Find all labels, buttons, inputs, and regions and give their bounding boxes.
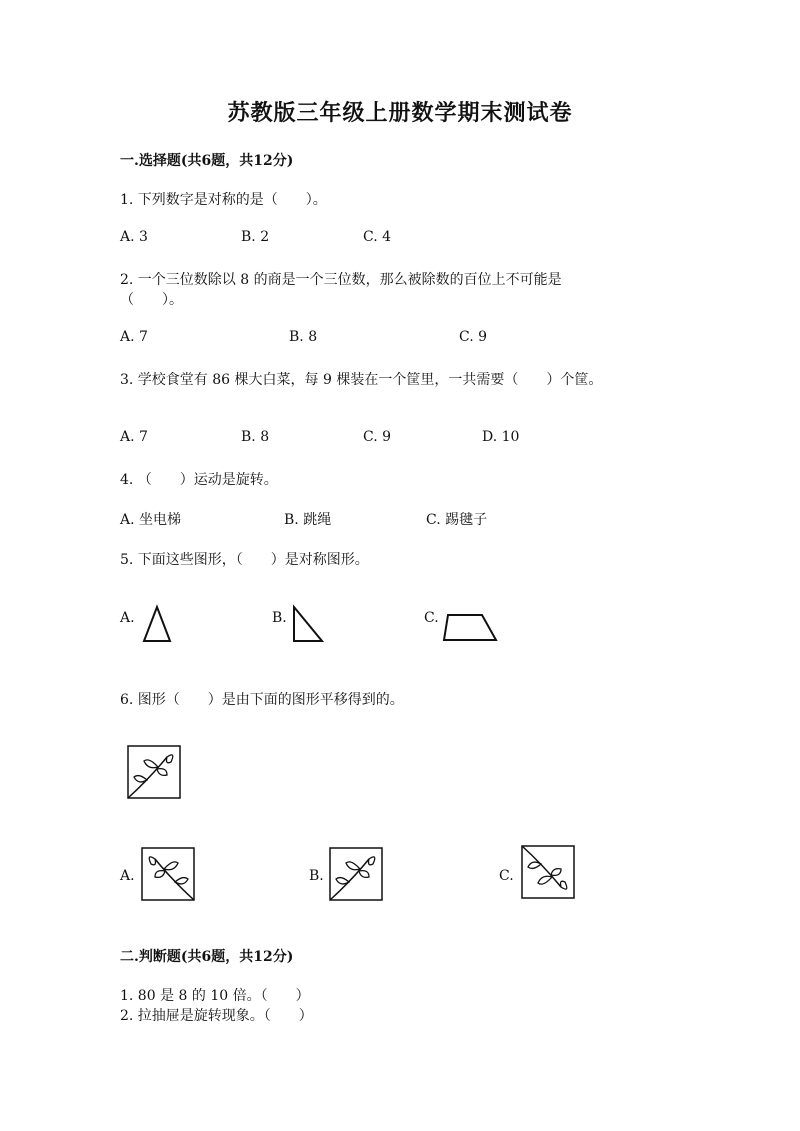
question-1-option-c: C. 4: [363, 229, 392, 245]
question-5-option-b: B.: [272, 610, 287, 626]
question-2-option-c: C. 9: [459, 329, 488, 345]
question-6-stem: 6. 图形（ ）是由下面的图形平移得到的。: [120, 692, 404, 708]
question-3-stem: 3. 学校食堂有 86 棵大白菜，每 9 棵装在一个筐里，一共需要（ ）个筐。: [120, 372, 603, 388]
question-1-option-b: B. 2: [241, 229, 270, 245]
question-6-option-a: A.: [120, 868, 135, 884]
question-3-option-c: C. 9: [363, 429, 392, 445]
leaf-branch-option-a-icon: [141, 847, 195, 901]
question-2-option-b: B. 8: [289, 329, 318, 345]
question-2-option-a: A. 7: [120, 329, 148, 345]
question-5-option-a: A.: [120, 610, 135, 626]
section-choice-heading: 一.选择题(共6题，共12分): [120, 153, 294, 169]
leaf-branch-option-c-icon: [521, 845, 575, 899]
question-4-stem: 4. （ ）运动是旋转。: [120, 472, 278, 488]
question-2-stem-line1: 2. 一个三位数除以 8 的商是一个三位数，那么被除数的百位上不可能是: [120, 272, 562, 288]
question-3-option-b: B. 8: [241, 429, 270, 445]
isosceles-triangle-icon: [140, 604, 174, 644]
question-5-stem: 5. 下面这些图形，（ ）是对称图形。: [120, 552, 369, 568]
question-5-option-c: C.: [424, 610, 439, 626]
judge-1-stem: 1. 80 是 8 的 10 倍。（ ）: [120, 988, 310, 1004]
question-4-option-c: C. 踢毽子: [426, 512, 488, 528]
question-3-option-a: A. 7: [120, 429, 148, 445]
judge-2-stem: 2. 拉抽屉是旋转现象。（ ）: [120, 1008, 313, 1024]
question-2-stem-line2: （ ）。: [120, 292, 183, 308]
leaf-branch-icon: [127, 745, 181, 799]
question-4-option-b: B. 跳绳: [284, 512, 332, 528]
scalene-triangle-icon: [288, 604, 328, 644]
page-title: 苏教版三年级上册数学期末测试卷: [227, 100, 573, 126]
trapezoid-icon: [440, 610, 502, 644]
question-3-option-d: D. 10: [482, 429, 520, 445]
question-6-option-b: B.: [309, 868, 324, 884]
question-1-option-a: A. 3: [120, 229, 148, 245]
question-6-option-c: C.: [499, 868, 514, 884]
section-judge-heading: 二.判断题(共6题，共12分): [120, 949, 294, 965]
question-4-option-a: A. 坐电梯: [120, 512, 182, 528]
leaf-branch-option-b-icon: [329, 847, 383, 901]
question-1-stem: 1. 下列数字是对称的是（ ）。: [120, 192, 327, 208]
